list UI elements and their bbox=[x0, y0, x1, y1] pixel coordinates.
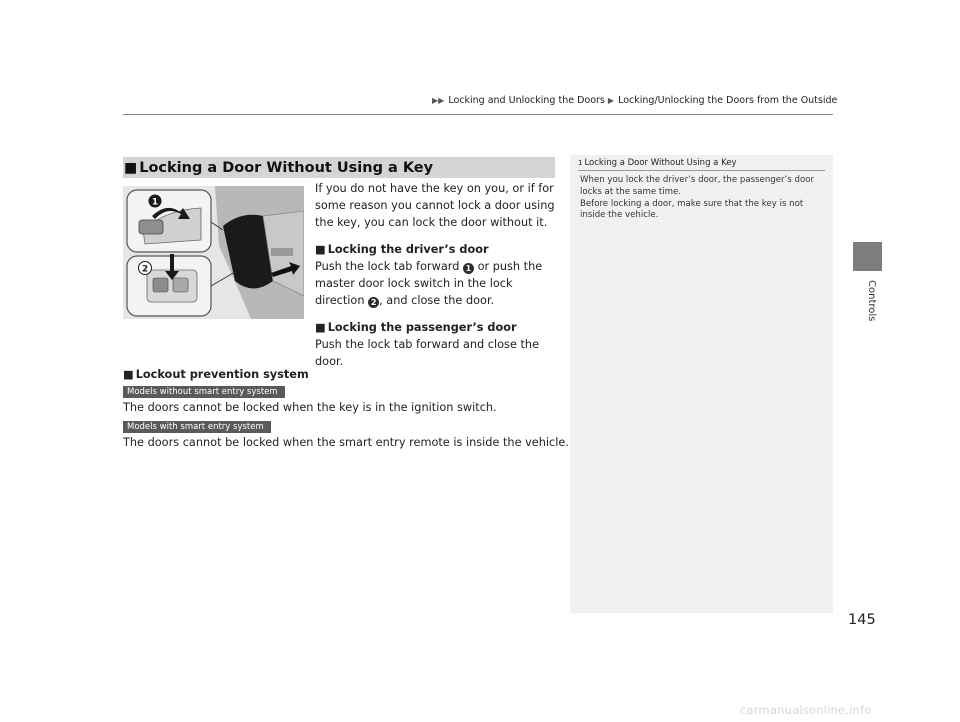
driver-door-paragraph bbox=[315, 258, 560, 309]
double-arrow-icon: ▶▶ bbox=[432, 96, 445, 105]
breadcrumb-item-locking-unlocking[interactable]: Locking and Unlocking the Doors bbox=[448, 95, 605, 106]
page-number: 145 bbox=[848, 612, 876, 628]
side-note-body bbox=[580, 175, 825, 222]
driver-text-b: or push the master door lock switch in the lock direction bbox=[315, 260, 543, 307]
subsection-square-icon: ■ bbox=[315, 321, 326, 334]
driver-text-a: Push the lock tab forward bbox=[315, 260, 460, 273]
note-reference-marker: 1 bbox=[578, 159, 583, 167]
driver-door-heading-text: Locking the driver’s door bbox=[327, 243, 489, 256]
section-header bbox=[123, 157, 555, 178]
side-note-title bbox=[578, 158, 737, 168]
side-note-title-text[interactable]: Locking a Door Without Using a Key bbox=[584, 158, 737, 168]
watermark[interactable]: carmanualsonline.info bbox=[740, 703, 872, 717]
driver-door-heading bbox=[315, 241, 560, 258]
intro-paragraph: If you do not have the key on you, or if for some reason you cannot lock a door using the key, you can lock the door without it. bbox=[315, 182, 555, 229]
section-body bbox=[315, 180, 560, 370]
chapter-tab-label[interactable]: Controls bbox=[866, 280, 877, 322]
lockout-heading-text: Lockout prevention system bbox=[135, 368, 309, 381]
model-badge-with-smart-entry: Models with smart entry system bbox=[123, 421, 271, 433]
section-square-icon: ■ bbox=[124, 159, 138, 176]
model-badge-without-smart-entry: Models without smart entry system bbox=[123, 386, 285, 398]
lockout-text-remote: The doors cannot be locked when the smart entry remote is inside the vehicle. bbox=[123, 436, 569, 449]
passenger-door-heading-text: Locking the passenger’s door bbox=[327, 321, 517, 334]
subsection-square-icon: ■ bbox=[315, 243, 326, 256]
step-1-badge: 1 bbox=[463, 263, 474, 274]
step-2-badge: 2 bbox=[368, 297, 379, 308]
breadcrumb-item-from-outside[interactable]: Locking/Unlocking the Doors from the Outside bbox=[618, 95, 838, 106]
subsection-square-icon: ■ bbox=[123, 368, 134, 381]
breadcrumb bbox=[432, 95, 837, 106]
lockout-heading bbox=[123, 368, 309, 381]
side-note-paragraph-1: When you lock the driver’s door, the passenger’s door locks at the same time. bbox=[580, 175, 814, 197]
door-lock-illustration bbox=[123, 186, 304, 319]
passenger-door-heading bbox=[315, 319, 560, 336]
header-rule bbox=[123, 114, 833, 115]
side-note-panel bbox=[570, 155, 833, 613]
chapter-tab-marker[interactable] bbox=[853, 242, 882, 271]
side-note-rule bbox=[578, 170, 825, 171]
section-title: Locking a Door Without Using a Key bbox=[139, 159, 434, 176]
lockout-text-key: The doors cannot be locked when the key is in the ignition switch. bbox=[123, 401, 497, 414]
callout-2-label: 2 bbox=[141, 264, 149, 275]
arrow-icon: ▶ bbox=[607, 96, 615, 105]
driver-text-c: , and close the door. bbox=[379, 294, 495, 307]
side-note-paragraph-2: Before locking a door, make sure that the key is not inside the vehicle. bbox=[580, 198, 804, 221]
passenger-door-paragraph: Push the lock tab forward and close the door. bbox=[315, 338, 540, 368]
callout-1-label: 1 bbox=[151, 197, 159, 208]
